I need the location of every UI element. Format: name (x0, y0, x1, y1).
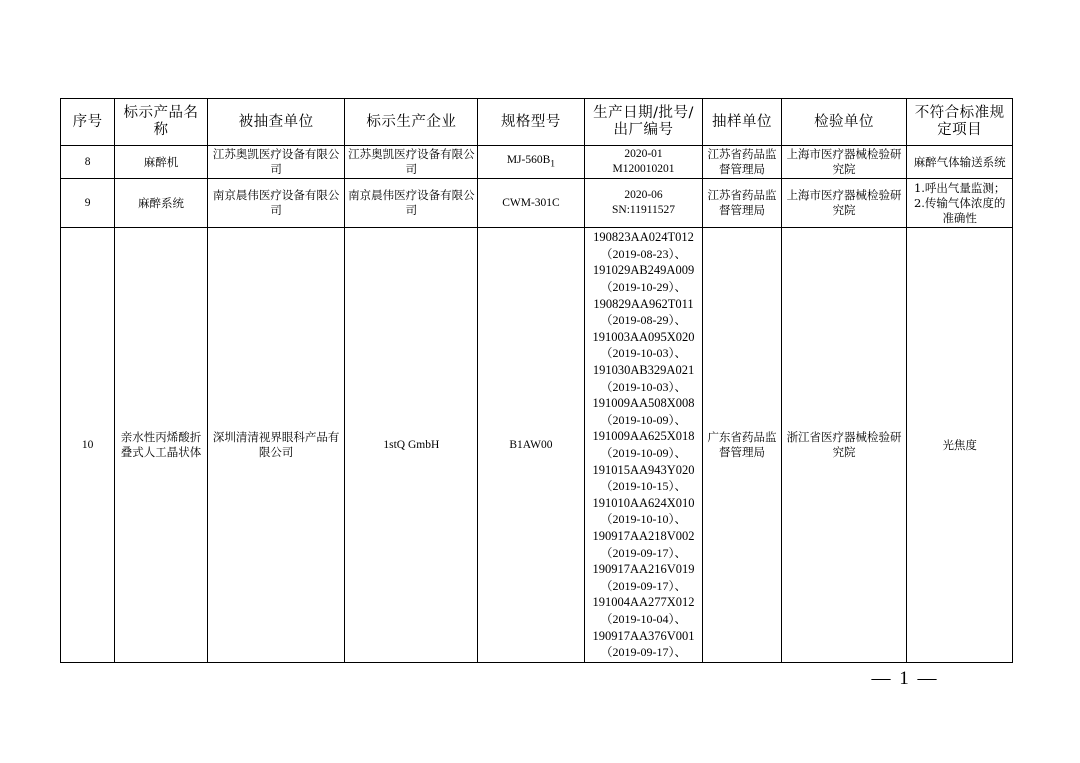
cell-inspected-unit: 南京晨伟医疗设备有限公司 (207, 179, 345, 228)
cell-model: CWM-301C (478, 179, 585, 228)
batch-lot-number: 190823AA024T012 (593, 230, 694, 245)
cell-failed-items: 麻醉气体输送系统 (907, 146, 1013, 179)
cell-batch (584, 179, 703, 228)
cell-sampling-unit: 江苏省药品监督管理局 (703, 146, 781, 179)
batch-lot-number: 191015AA943Y020 (592, 462, 695, 477)
batch-lot-number: 190917AA218V002 (592, 528, 695, 543)
batch-lot-date: （2019-10-04）、 (600, 611, 687, 626)
cell-testing-unit: 上海市医疗器械检验研究院 (781, 179, 907, 228)
table-row (61, 179, 1013, 228)
cell-testing-unit: 上海市医疗器械检验研究院 (781, 146, 907, 179)
batch-lot-date: （2019-10-29）、 (600, 280, 687, 295)
batch-lot-number: 191009AA625X018 (592, 429, 695, 444)
header-model: 规格型号 (478, 99, 585, 146)
batch-date: 2020-06 (624, 189, 663, 201)
batch-lot-number: 190917AA216V019 (592, 562, 695, 577)
header-failed-items: 不符合标准规定项目 (907, 99, 1013, 146)
batch-lot-date: （2019-08-23）、 (600, 246, 687, 261)
batch-lot-date: （2019-10-09）、 (600, 412, 687, 427)
inspection-results-table (60, 98, 1013, 663)
batch-date: 2020-01 (624, 148, 663, 160)
batch-lot-date: （2019-10-03）、 (600, 379, 687, 394)
batch-lot-number: 191004AA277X012 (592, 595, 695, 610)
cell-manufacturer: 江苏奥凯医疗设备有限公司 (345, 146, 478, 179)
cell-batch (584, 146, 703, 179)
batch-lot-number: 191030AB329A021 (592, 363, 695, 378)
batch-number: SN:11911527 (612, 204, 676, 216)
batch-lot-date: （2019-09-17）、 (600, 578, 687, 593)
header-inspected-unit: 被抽查单位 (207, 99, 345, 146)
batch-lot-date: （2019-09-17）、 (600, 645, 687, 660)
cell-batch-list (584, 228, 703, 663)
cell-manufacturer: 1stQ GmbH (345, 228, 478, 663)
header-sampling-unit: 抽样单位 (703, 99, 781, 146)
batch-lot-date: （2019-10-10）、 (600, 512, 687, 527)
batch-list (587, 229, 701, 660)
batch-lot-number: 191009AA508X008 (592, 396, 695, 411)
table-row (61, 146, 1013, 179)
cell-serial-no: 10 (61, 228, 115, 663)
batch-lot-number: 190917AA376V001 (592, 628, 695, 643)
batch-lot-date: （2019-10-03）、 (600, 346, 687, 361)
batch-lot-number: 191029AB249A009 (592, 263, 695, 278)
batch-lot-date: （2019-10-09）、 (600, 446, 687, 460)
cell-model (478, 146, 585, 179)
cell-failed-items: 光焦度 (907, 228, 1013, 663)
cell-inspected-unit: 江苏奥凯医疗设备有限公司 (207, 146, 345, 179)
page-number: — 1 — (871, 668, 939, 689)
batch-lot-date: （2019-08-29）、 (600, 313, 687, 328)
cell-product-name: 麻醉机 (115, 146, 207, 179)
header-testing-unit: 检验单位 (781, 99, 907, 146)
cell-manufacturer: 南京晨伟医疗设备有限公司 (345, 179, 478, 228)
model-subscript: 1 (550, 158, 556, 170)
batch-lot-date: （2019-09-17）、 (600, 545, 687, 560)
cell-model: B1AW00 (478, 228, 585, 663)
batch-number: M120010201 (612, 163, 675, 175)
header-manufacturer: 标示生产企业 (345, 99, 478, 146)
table-header-row (61, 99, 1013, 146)
header-serial-no: 序号 (61, 99, 115, 146)
cell-inspected-unit: 深圳清清视界眼科产品有限公司 (207, 228, 345, 663)
batch-lot-date: （2019-10-15）、 (600, 479, 687, 494)
cell-sampling-unit: 广东省药品监督管理局 (703, 228, 781, 663)
cell-serial-no: 9 (61, 179, 115, 228)
cell-failed-items: 1.呼出气量监测；2.传输气体浓度的准确性 (907, 179, 1013, 228)
header-product-name: 标示产品名称 (115, 99, 207, 146)
cell-sampling-unit: 江苏省药品监督管理局 (703, 179, 781, 228)
batch-lot-number: 191010AA624X010 (592, 495, 695, 510)
header-batch: 生产日期/批号/出厂编号 (584, 99, 703, 146)
cell-product-name: 麻醉系统 (115, 179, 207, 228)
batch-lot-number: 190829AA962T011 (593, 296, 694, 311)
table-row (61, 228, 1013, 663)
model-text: MJ-560B (506, 153, 551, 166)
cell-product-name: 亲水性丙烯酸折叠式人工晶状体 (115, 228, 207, 663)
batch-lot-number: 191003AA095X020 (592, 329, 695, 344)
cell-testing-unit: 浙江省医疗器械检验研究院 (781, 228, 907, 663)
cell-serial-no: 8 (61, 146, 115, 179)
